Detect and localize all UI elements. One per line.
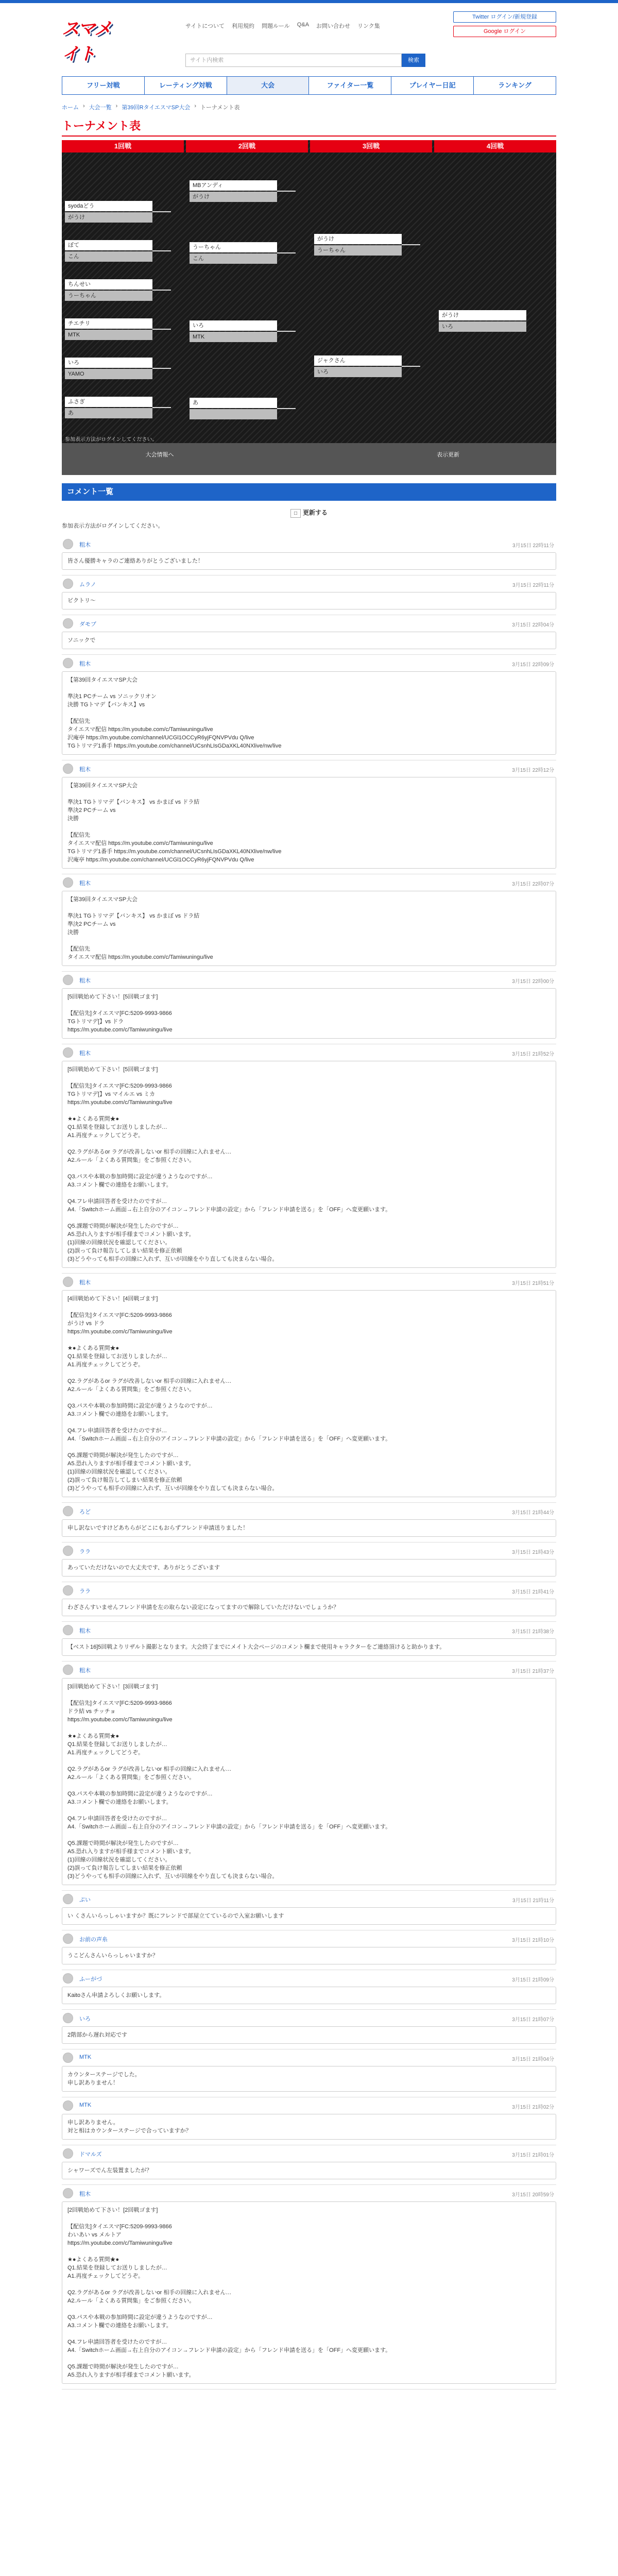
nav-fighters[interactable]: ファイター一覧 bbox=[309, 77, 391, 94]
nav-tournament[interactable]: 大会 bbox=[227, 77, 310, 94]
avatar[interactable] bbox=[63, 2148, 73, 2159]
comment-header bbox=[62, 1625, 556, 1636]
avatar[interactable] bbox=[63, 1506, 73, 1516]
comment-header bbox=[62, 2188, 556, 2199]
comment-body: 2階部から遅れ対応です bbox=[62, 2026, 556, 2044]
bracket-connector bbox=[152, 211, 171, 212]
comment-author[interactable]: MTK bbox=[79, 2054, 92, 2060]
bracket-connector bbox=[277, 191, 296, 192]
comment-body: うこどんさんいらっしゃいますか？ bbox=[62, 1947, 556, 1964]
round-header: 3回戦 bbox=[310, 140, 432, 152]
comment-header bbox=[62, 975, 556, 986]
comment-header bbox=[62, 1973, 556, 1985]
comment-date: 3月15日 21時10分 bbox=[512, 1938, 554, 1943]
bracket-player[interactable]: syodaどう bbox=[65, 201, 152, 211]
avatar[interactable] bbox=[63, 658, 73, 668]
comment-author[interactable]: 粗木 bbox=[79, 1280, 91, 1286]
comment bbox=[62, 655, 556, 760]
comment-author[interactable]: 粗木 bbox=[79, 1628, 91, 1634]
top-accent-bar bbox=[0, 0, 618, 3]
breadcrumb-event[interactable]: 第39回RタイエスマSP大会 bbox=[122, 105, 191, 111]
comment-date: 3月15日 21時11分 bbox=[512, 1898, 554, 1904]
avatar[interactable] bbox=[63, 1546, 73, 1556]
breadcrumb-tournaments[interactable]: 大会一覧 bbox=[89, 105, 112, 111]
bracket-player[interactable]: こん bbox=[65, 251, 152, 262]
comment-date: 3月15日 21時02分 bbox=[512, 2105, 554, 2110]
bracket-match[interactable] bbox=[65, 397, 152, 419]
comment-author[interactable]: 粗木 bbox=[79, 542, 91, 548]
bracket-connector bbox=[152, 290, 171, 291]
link-contact[interactable]: お問い合わせ bbox=[316, 23, 351, 29]
comment-date: 3月15日 21時51分 bbox=[512, 1281, 554, 1286]
comment-header bbox=[62, 618, 556, 630]
avatar[interactable] bbox=[63, 1625, 73, 1635]
comment-header bbox=[62, 2013, 556, 2024]
comment-author[interactable]: ララ bbox=[79, 1549, 91, 1555]
comment bbox=[62, 972, 556, 1044]
comment-header bbox=[62, 1894, 556, 1905]
comment-author[interactable]: 粗木 bbox=[79, 767, 91, 773]
breadcrumb-current: トーナメント表 bbox=[200, 105, 240, 111]
comment-author[interactable]: MTK bbox=[79, 2102, 92, 2108]
bracket-match[interactable] bbox=[65, 201, 152, 224]
global-nav bbox=[62, 76, 556, 95]
login-box bbox=[453, 11, 556, 40]
bracket-connector bbox=[277, 408, 296, 409]
comment-body: [4回戦始めて下さい！[4回戦ゴます] 【配信先]タイエスマ[FC:5209-9993-9866 がうけ vs ドラ https://m.youtube.com/c/Tamiwuningu/live ★●よくある質問★● Q1.結果を登録してお送りしましたが… A1.再度チェックしてどうぞ。 Q2.ラグがあるor ラグが改善しないor 相手の回線に入れません… A2.ルール「よくある質問集」をご参照ください。 Q3.パスや本戦の参加時間に設定が違うようなのですが… A3.コメント欄での連絡をお願いします。 Q4.フレ申請回答者を受けたのですが… A4.「Switchホーム画面→右上自分のアイコン→フレンド申請の設定」から「フレンド申請を送る」を「OFF」へ変更願います。 Q5.課題で時間が解決が発生したのですが… A5.恐れ入りますが相手様までコメント願います。 (1)回線の回線状況を確認してください。 (2)誤って負け報告してしまい結果を修正依頼 (3)どうやっても相手の回線に入れず、互いが回線をやり直しても決まらない場合。 bbox=[62, 1290, 556, 1497]
bracket-player[interactable]: がうけ bbox=[190, 192, 277, 202]
comment bbox=[62, 760, 556, 874]
comment-date: 3月15日 22時04分 bbox=[512, 622, 554, 628]
avatar[interactable] bbox=[63, 1894, 73, 1904]
bracket-match[interactable] bbox=[190, 320, 277, 343]
breadcrumb-sep: › bbox=[194, 103, 196, 109]
bracket-match[interactable] bbox=[314, 234, 402, 257]
bracket-connector bbox=[152, 368, 171, 369]
comment-author[interactable]: 粗木 bbox=[79, 880, 91, 887]
link-terms[interactable]: 利用規約 bbox=[232, 23, 255, 29]
bracket-player[interactable]: ふさぎ bbox=[65, 397, 152, 407]
nav-free-match[interactable]: フリー対戦 bbox=[62, 77, 145, 94]
comment-author[interactable]: ぷい bbox=[79, 1897, 91, 1903]
comment-author[interactable]: 粗木 bbox=[79, 1050, 91, 1057]
comment-body: 皆さん優勝キャラのご連絡ありがとうございました！ bbox=[62, 552, 556, 570]
round-header: 2回戦 bbox=[186, 140, 308, 152]
event-info-link[interactable]: 大会情報へ bbox=[145, 452, 174, 458]
comment-header bbox=[62, 877, 556, 889]
comment-header bbox=[62, 1546, 556, 1557]
bracket-connector bbox=[152, 250, 171, 251]
comment-header bbox=[62, 658, 556, 669]
bracket-match[interactable] bbox=[439, 310, 526, 333]
comment-date: 3月15日 21時43分 bbox=[512, 1550, 554, 1555]
bracket-connector bbox=[402, 244, 420, 245]
comment bbox=[62, 2049, 556, 2097]
comment bbox=[62, 2145, 556, 2185]
bracket-match[interactable] bbox=[65, 279, 152, 302]
tournament-bracket bbox=[62, 140, 556, 475]
avatar[interactable] bbox=[63, 1973, 73, 1984]
comment-body: わざさんすいませんフレンド申請を左の取らない設定になってますので解除していただけないでしょうか？ bbox=[62, 1599, 556, 1616]
avatar[interactable] bbox=[63, 2188, 73, 2198]
bracket-player[interactable] bbox=[190, 409, 277, 419]
comment-date: 3月15日 21時01分 bbox=[512, 2153, 554, 2158]
comment bbox=[62, 2097, 556, 2145]
login-note: 参加表示方法がログインしてください。 bbox=[62, 523, 164, 529]
nav-ranking[interactable]: ランキング bbox=[474, 77, 556, 94]
comment-body: 申し訳ありません。 対と相はカウンターステージで合っていますか？ bbox=[62, 2114, 556, 2140]
bracket-player[interactable]: うーちゃん bbox=[65, 291, 152, 301]
refresh-icon: □ bbox=[290, 509, 301, 518]
avatar[interactable] bbox=[63, 2100, 73, 2111]
comment bbox=[62, 615, 556, 655]
comment-date: 3月15日 21時37分 bbox=[512, 1669, 554, 1674]
comment-header bbox=[62, 1277, 556, 1288]
comment-author[interactable]: ムラノ bbox=[79, 582, 96, 588]
bracket-player[interactable]: ぼて bbox=[65, 240, 152, 250]
comment-date: 3月15日 22時11分 bbox=[512, 583, 554, 588]
bracket-match[interactable] bbox=[65, 240, 152, 263]
bracket-player[interactable]: うーちゃん bbox=[190, 242, 277, 252]
breadcrumb-home[interactable]: ホーム bbox=[62, 105, 79, 111]
comment bbox=[62, 2010, 556, 2049]
round-header: 4回戦 bbox=[434, 140, 556, 152]
round-header: 1回戦 bbox=[62, 140, 184, 152]
refresh-row bbox=[62, 508, 556, 517]
comment-body: あっていただけないので大丈夫です、ありがとうございます bbox=[62, 1559, 556, 1577]
comment-date: 3月15日 22時07分 bbox=[512, 882, 554, 887]
avatar[interactable] bbox=[63, 2053, 73, 2063]
comment bbox=[62, 1891, 556, 1930]
comment-author[interactable]: いろ bbox=[79, 2016, 91, 2022]
comment bbox=[62, 1543, 556, 1582]
refresh-button[interactable]: 更新する bbox=[303, 509, 328, 516]
comment-header bbox=[62, 2100, 556, 2112]
bracket-connector bbox=[402, 366, 420, 367]
bracket-player[interactable]: ちんせい bbox=[65, 279, 152, 290]
bracket-connector bbox=[277, 252, 296, 253]
comment bbox=[62, 575, 556, 615]
bracket-connector bbox=[152, 407, 171, 408]
comment-date: 3月15日 22時00分 bbox=[512, 979, 554, 985]
comment-date: 3月15日 21時41分 bbox=[512, 1589, 554, 1595]
comment-body: 申し訳ないですけどあちらがどこにもおらずフレンド申請送りました！ bbox=[62, 1519, 556, 1537]
comment-author[interactable]: ララ bbox=[79, 1588, 91, 1595]
avatar[interactable] bbox=[63, 579, 73, 589]
search-bar bbox=[185, 54, 425, 67]
avatar[interactable] bbox=[63, 539, 73, 549]
comment bbox=[62, 1044, 556, 1274]
bracket-player[interactable]: がうけ bbox=[439, 310, 526, 320]
comment-header bbox=[62, 1047, 556, 1059]
bracket-player[interactable]: MTK bbox=[190, 332, 277, 342]
avatar[interactable] bbox=[63, 1934, 73, 1944]
comment-author[interactable]: 粗木 bbox=[79, 978, 91, 984]
avatar[interactable] bbox=[63, 1665, 73, 1675]
comment-date: 3月15日 22時11分 bbox=[512, 543, 554, 549]
comment-header bbox=[62, 2053, 556, 2064]
bracket-match[interactable] bbox=[65, 358, 152, 380]
refresh-view-link[interactable]: 表示更新 bbox=[437, 452, 459, 458]
comment-date: 3月15日 21時44分 bbox=[512, 1510, 554, 1516]
comment-header bbox=[62, 764, 556, 775]
bracket-match[interactable] bbox=[190, 180, 277, 203]
google-login-button[interactable]: Google ログイン bbox=[453, 26, 556, 37]
twitter-login-button[interactable]: Twitter ログイン/新規登録 bbox=[453, 11, 556, 23]
bracket-footer bbox=[62, 437, 556, 475]
bracket-player[interactable]: こん bbox=[190, 253, 277, 264]
comment-body: [2回戦始めて下さい！[2回戦ゴます] 【配信先]タイエスマ[FC:5209-9993-9866 わいあい vs メルトア https://m.youtube.com/c/Tamiwuningu/live ★●よくある質問★● Q1.結果を登録してお送りしましたが… A1.再度チェックしてどうぞ。 Q2.ラグがあるor ラグが改善しないor 相手の回線に入れません… A2.ルール「よくある質問集」をご参照ください。 Q3.パスや本戦の参加時間に設定が違うようなのですが… A3.コメント欄での連絡をお願いします。 Q4.フレ申請回答者を受けたのですが… A4.「Switchホーム画面→右上自分のアイコン→フレンド申請の設定」から「フレンド申請を送る」を「OFF」へ変更願います。 Q5.課題で時間が解決が発生したのですが… A5.恐れ入りますが相手様までコメント願います。 bbox=[62, 2201, 556, 2384]
comment-body: 【第39回タイエスマSP大会 準決1 TGトリマデ【バンキス】 vs かまぼ vs ドラ結 準決2 PCチーム vs 決勝 【配信先 タイエスマ配信 https://m.youtube.com/c/Tamiwuningu/live TGトリマデ1番手 https://m.youtube.com/channel/UCsnhLIsGDaXKL40NXlive/nw/live 沢庵亭 https://m.youtube.com/channel/UCGl1OCCyR6yjFQNVPVdu Q/live bbox=[62, 777, 556, 869]
comment-body: ビクトリ〜 bbox=[62, 592, 556, 609]
comment bbox=[62, 1930, 556, 1970]
avatar[interactable] bbox=[63, 975, 73, 985]
comment-author[interactable]: ダモブ bbox=[79, 621, 96, 628]
comment-body: [3回戦始めて下さい！[3回戦ゴます] 【配信先]タイエスマ[FC:5209-9993-9866 ドラ結 vs チッチョ https://m.youtube.com/c/Tamiwuningu/live ★●よくある質問★● Q1.結果を登録してお送りしましたが… A1.再度チェックしてどうぞ。 Q2.ラグがあるor ラグが改善しないor 相手の回線に入れません… A2.ルール「よくある質問集」をご参照ください。 Q3.パスや本戦の参加時間に設定が違うようなのですが… A3.コメント欄での連絡をお願いします。 Q4.フレ申請回答者を受けたのですが… A4.「Switchホーム画面→右上自分のアイコン→フレンド申請の設定」から「フレンド申請を送る」を「OFF」へ変更願います。 Q5.課題で時間が解決が発生したのですが… A5.恐れ入りますが相手様までコメント願います。 (1)回線の回線状況を確認してください。 (2)誤って負け報告してしまい結果を修正依頼 (3)どうやっても相手の回線に入れず、互いが回線をやり直しても決まらない場合。 bbox=[62, 1678, 556, 1885]
comment-body: カウンターステージでした。 申し訳ありません！ bbox=[62, 2066, 556, 2092]
comment-header bbox=[62, 1585, 556, 1597]
comment-body: シャワーズでん左装置ましたが？ bbox=[62, 2162, 556, 2179]
avatar[interactable] bbox=[63, 2013, 73, 2023]
comment-body: Kaitoさん申請よろしくお願いします。 bbox=[62, 1987, 556, 2004]
comment-author[interactable]: ドマルズ bbox=[79, 2151, 102, 2158]
comment-date: 3月15日 22時09分 bbox=[512, 662, 554, 668]
breadcrumb bbox=[62, 103, 240, 111]
logo-text: スマメイト bbox=[62, 19, 111, 64]
nav-player-diary[interactable]: プレイヤー日記 bbox=[391, 77, 474, 94]
bracket-match[interactable] bbox=[190, 398, 277, 420]
comment bbox=[62, 1503, 556, 1543]
comment-header bbox=[62, 579, 556, 590]
comment-header bbox=[62, 539, 556, 550]
bracket-player[interactable]: MBアンディ bbox=[190, 180, 277, 191]
bracket-player[interactable]: いろ bbox=[65, 358, 152, 368]
link-faq[interactable]: Q&A bbox=[297, 22, 310, 28]
comment-date: 3月15日 21時09分 bbox=[512, 1977, 554, 1983]
comment-author[interactable]: ろど bbox=[79, 1509, 91, 1515]
link-links[interactable]: リンク集 bbox=[357, 23, 380, 29]
comment-header bbox=[62, 1506, 556, 1517]
comments-heading: コメント一覧 bbox=[62, 483, 556, 501]
comment-body: ソニックで bbox=[62, 632, 556, 649]
bracket-player[interactable]: あ bbox=[190, 398, 277, 408]
comment-body: い くさんいらっしゃいますか？既にフレンドで部屋立てているので入室お願いします bbox=[62, 1907, 556, 1925]
bracket-player[interactable]: あ bbox=[65, 408, 152, 418]
bracket-player[interactable]: ジャクさん bbox=[314, 355, 402, 366]
comment bbox=[62, 1582, 556, 1622]
comment-header bbox=[62, 1665, 556, 1676]
bracket-player[interactable]: いろ bbox=[439, 321, 526, 332]
comment-body: 【第39回タイエスマSP大会 準決1 PCチーム vs ソニックリオン 決勝 TGトマデ【バンキス】vs 【配信先 タイエスマ配信 https://m.youtube.com/c/Tamiwuningu/live 沢庵亭 https://m.youtube.com/channel/UCGl1OCCyR6yjFQNVPVdu Q/live TGトリマデ1番手 https://m.youtube.com/channel/UCsnhLIsGDaXKL40NXlive/nw/live bbox=[62, 671, 556, 755]
bracket-player[interactable]: うーちゃん bbox=[314, 245, 402, 256]
search-button[interactable]: 検索 bbox=[402, 54, 425, 67]
bracket-match[interactable] bbox=[190, 242, 277, 265]
breadcrumb-sep: › bbox=[115, 103, 118, 109]
comment-date: 3月15日 21時04分 bbox=[512, 2057, 554, 2062]
comment-author[interactable]: お前の声糸 bbox=[79, 1937, 108, 1943]
comment-author[interactable]: 粗木 bbox=[79, 2191, 91, 2197]
comment-date: 3月15日 21時52分 bbox=[512, 1052, 554, 1057]
comment-list bbox=[62, 536, 556, 2389]
bracket-connector bbox=[277, 331, 296, 332]
comment bbox=[62, 1662, 556, 1891]
comment-header bbox=[62, 2148, 556, 2160]
comment-date: 3月15日 21時07分 bbox=[512, 2017, 554, 2023]
comment bbox=[62, 1970, 556, 2010]
comment-date: 3月15日 20時59分 bbox=[512, 2192, 554, 2198]
comment bbox=[62, 874, 556, 972]
comment bbox=[62, 536, 556, 575]
bracket-player[interactable]: YAMO bbox=[65, 369, 152, 379]
avatar[interactable] bbox=[63, 618, 73, 629]
avatar[interactable] bbox=[63, 764, 73, 774]
round-headers bbox=[62, 140, 556, 152]
bracket-player[interactable]: いろ bbox=[314, 367, 402, 377]
comment-body: 【第39回タイエスマSP大会 準決1 TGトリマデ【バンキス】 vs かまぼ vs ドラ結 準決2 PCチーム vs 決勝 【配信先 タイエスマ配信 https://m.youtube.com/c/Tamiwuningu/live bbox=[62, 891, 556, 966]
comment-body: [5回戦始めて下さい！[5回戦ゴます] 【配信先]タイエスマ[FC:5209-9993-9866 TGトリマデ[】vs ドラ https://m.youtube.com/c/Tamiwuningu/live bbox=[62, 988, 556, 1039]
bracket-player[interactable]: がうけ bbox=[314, 234, 402, 244]
page-title: トーナメント表 bbox=[62, 117, 556, 137]
avatar[interactable] bbox=[63, 1277, 73, 1287]
bracket-player[interactable]: MTK bbox=[65, 330, 152, 340]
top-links bbox=[185, 22, 380, 30]
bracket-match[interactable] bbox=[65, 318, 152, 341]
comment bbox=[62, 2185, 556, 2389]
nav-rating-match[interactable]: レーティング対戦 bbox=[145, 77, 227, 94]
comment-header bbox=[62, 1934, 556, 1945]
comment-author[interactable]: 粗木 bbox=[79, 1668, 91, 1674]
bracket-player[interactable]: がうけ bbox=[65, 212, 152, 223]
comment-date: 3月15日 21時38分 bbox=[512, 1629, 554, 1635]
bracket-match[interactable] bbox=[314, 355, 402, 378]
avatar[interactable] bbox=[63, 1585, 73, 1596]
avatar[interactable] bbox=[63, 1047, 73, 1058]
bracket-player[interactable]: チエチリ bbox=[65, 318, 152, 329]
comment bbox=[62, 1274, 556, 1503]
link-about[interactable]: サイトについて bbox=[185, 23, 225, 29]
comment-author[interactable]: 粗木 bbox=[79, 661, 91, 667]
comment-date: 3月15日 22時12分 bbox=[512, 768, 554, 773]
link-rules[interactable]: 問題ルール bbox=[262, 23, 290, 29]
avatar[interactable] bbox=[63, 877, 73, 888]
bracket-note: 参加表示方法がログインしてください。 bbox=[65, 437, 158, 443]
bracket-player[interactable]: いろ bbox=[190, 320, 277, 331]
site-logo[interactable] bbox=[62, 14, 118, 64]
bracket-connector bbox=[152, 329, 171, 330]
comment-author[interactable]: ふーがづ bbox=[79, 1976, 102, 1982]
breadcrumb-sep: › bbox=[83, 103, 85, 109]
comment-body: 【ベスト16]5回戦よりリザルト撮影となります。大会終了までにメイト大会ページのコメント欄まで使用キャラクターをご連絡頂けると助かります。 bbox=[62, 1638, 556, 1656]
search-input[interactable]: サイト内検索 bbox=[185, 54, 402, 67]
comment bbox=[62, 1622, 556, 1662]
comment-body: [5回戦始めて下さい！[5回戦ゴます] 【配信先]タイエスマ[FC:5209-9993-9866 TGトリマデ[】vs マイルエ vs ミカ https://m.youtube.com/c/Tamiwuningu/live ★●よくある質問★● Q1.結果を登録してお送りしましたが… A1.再度チェックしてどうぞ。 Q2.ラグがあるor ラグが改善しないor 相手の回線に入れません… A2.ルール「よくある質問集」をご参照ください。 Q3.パスや本戦の参加時間に設定が違うようなのですが… A3.コメント欄での連絡をお願いします。 Q4.フレ申請回答者を受けたのですが… A4.「Switchホーム画面→右上自分のアイコン→フレンド申請の設定」から「フレンド申請を送る」を「OFF」へ変更願います。 Q5.課題で時間が解決が発生したのですが… A5.恐れ入りますが相手様までコメント願います。 (1)回線の回線状況を確認してください。 (2)誤って負け報告してしまい結果を修正依頼 (3)どうやっても相手の回線に入れず、互いが回線をやり直しても決まらない場合。 bbox=[62, 1061, 556, 1268]
